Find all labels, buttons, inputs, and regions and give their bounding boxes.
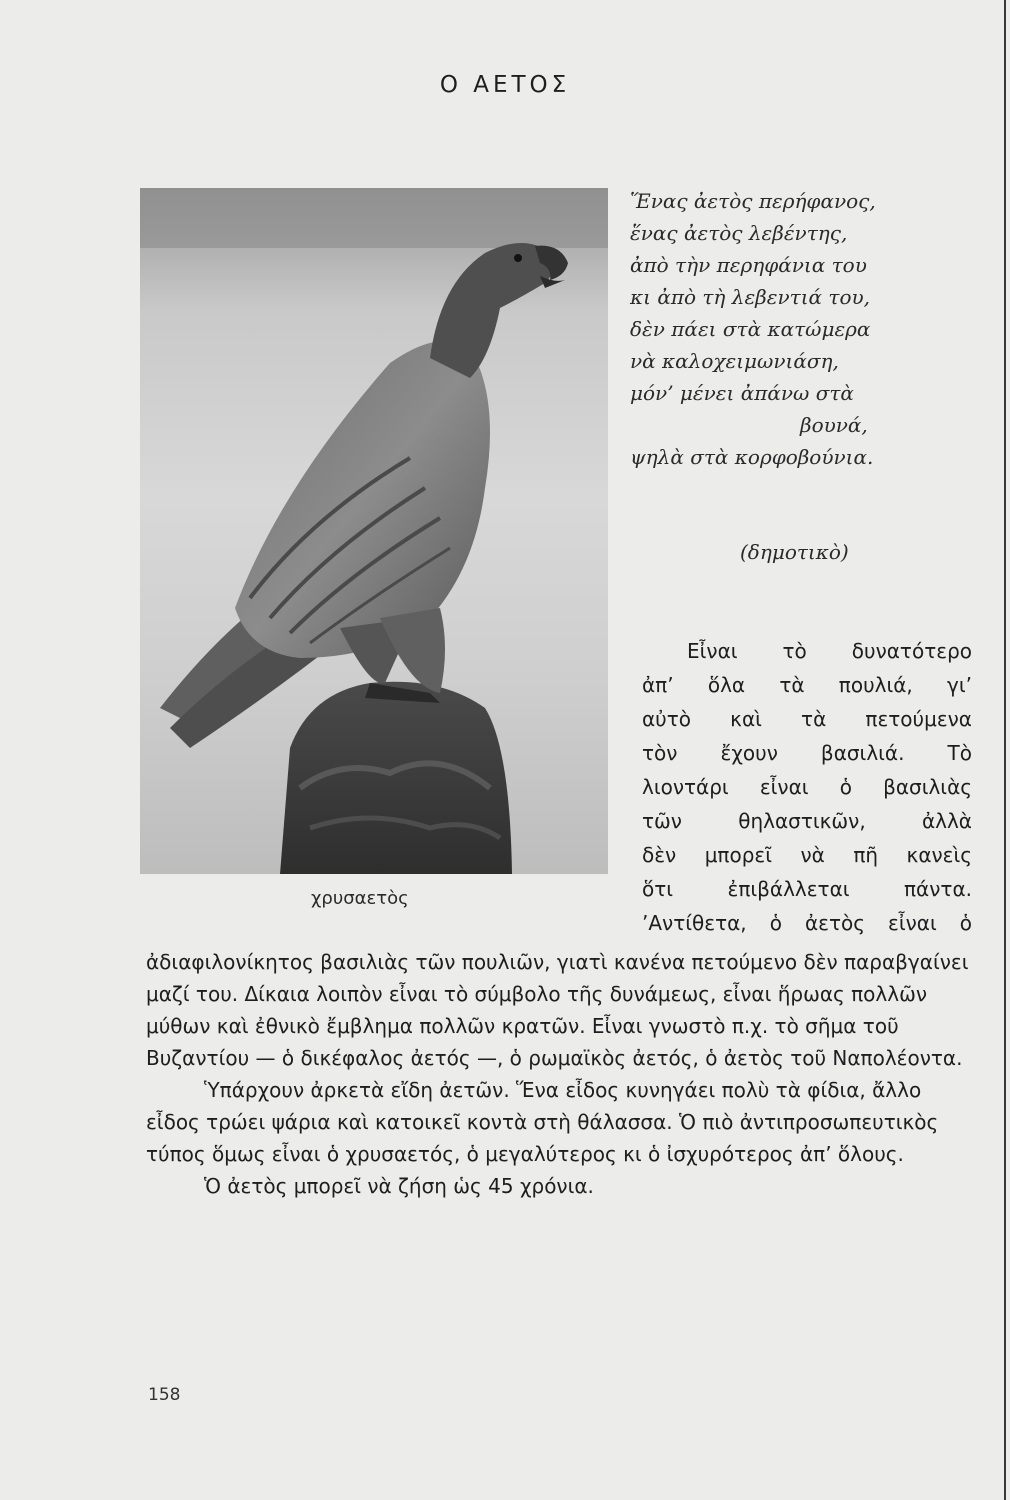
poem-line: μόν’ μένει ἀπάνω στὰ (630, 381, 854, 405)
page-title: Ο ΑΕΤΟΣ (439, 72, 571, 98)
page-edge (1004, 0, 1006, 1500)
column-line: ὅτι ἐπιβάλλεται πάντα. (642, 877, 972, 901)
poem-line: κι ἀπὸ τὴ λεβεντιά του, (630, 285, 871, 309)
poem-line: ψηλὰ στὰ κορφοβούνια. (630, 445, 874, 469)
poem-line: Ἕνας ἀετὸς περήφανος, (630, 189, 876, 213)
text-column (642, 634, 972, 940)
column-line: αὐτὸ καὶ τὰ πετούμενα (642, 707, 972, 731)
poem-source: (δημοτικὸ) (740, 540, 849, 564)
poem-line: βουνά, (800, 413, 868, 437)
column-line: Εἶναι τὸ δυνατότερο (687, 639, 972, 663)
page-number: 158 (148, 1385, 181, 1405)
eagle-photo (140, 188, 608, 874)
poem (630, 185, 960, 473)
paragraph: Ὑπάρχουν ἀρκετὰ εἴδη ἀετῶν. Ἕνα εἶδος κυνηγάει πολὺ τὰ φίδια, ἄλλο εἶδος τρώει ψάρια καὶ κατοικεῖ κοντὰ στὴ θάλασσα. Ὁ πιὸ ἀντιπροσωπευτικὸς τύπος ὅμως εἶναι ὁ χρυσαετός, ὁ μεγαλύτερος κι ὁ ἰσχυρότερος ἀπ’ ὅλους. (146, 1078, 939, 1166)
poem-line: δὲν πάει στὰ κατώμερα (630, 317, 871, 341)
eagle-illustration (140, 188, 608, 874)
column-line: τῶν θηλαστικῶν, ἀλλὰ (642, 809, 972, 833)
photo-caption: χρυσαετὸς (311, 888, 409, 909)
body-text (146, 946, 976, 1202)
poem-line: νὰ καλοχειμωνιάση, (630, 349, 839, 373)
paragraph: Ὁ ἀετὸς μπορεῖ νὰ ζήση ὡς 45 χρόνια. (204, 1174, 594, 1198)
column-line: λιοντάρι εἶναι ὁ βασιλιὰς (642, 775, 972, 799)
poem-line: ἀπὸ τὴν περηφάνια του (630, 253, 867, 277)
paragraph-continuation: ἀδιαφιλονίκητος βασιλιὰς τῶν πουλιῶν, γιατὶ κανένα πετούμενο δὲν παραβγαίνει μαζί του. Δίκαια λοιπὸν εἶναι τὸ σύμβολο τῆς δυνάμεως, εἶναι ἥρωας πολλῶν μύθων καὶ ἐθνικὸ ἔμβλημα πολλῶν κρατῶν. Εἶναι γνωστὸ π.χ. τὸ σῆμα τοῦ Βυζαντίου — ὁ δικέφαλος ἀετός —, ὁ ρωμαϊκὸς ἀετός, ὁ ἀετὸς τοῦ Ναπολέοντα. (146, 950, 969, 1070)
column-line: τὸν ἔχουν βασιλιά. Τὸ (642, 741, 972, 765)
column-line: ἀπ’ ὅλα τὰ πουλιά, γι’ (642, 673, 972, 697)
poem-line: ἕνας ἀετὸς λεβέντης, (630, 221, 848, 245)
column-line: δὲν μπορεῖ νὰ πῆ κανεὶς (642, 843, 972, 867)
column-line: ’Αντίθετα, ὁ ἀετὸς εἶναι ὁ (642, 911, 972, 935)
